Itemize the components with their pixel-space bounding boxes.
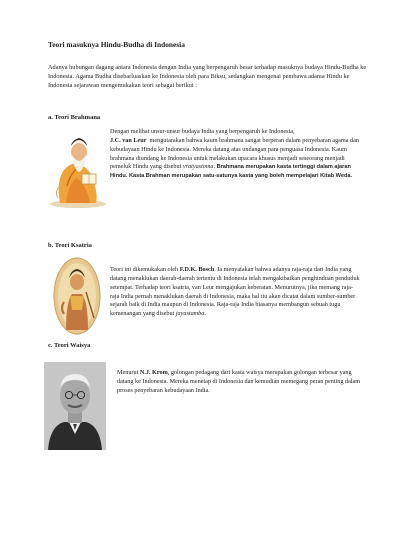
section-heading-waisya: c. Teori Waisya <box>48 342 91 349</box>
section-heading-ksatria: b. Teori Ksatria <box>48 242 92 249</box>
brahmana-note: Brahmana merupakan kasta tertinggi dalam ajaran Hindu. Kasta Brahman merupakan satu-satunya kasta yang boleh mempelajari Kitab Weda. <box>110 164 353 180</box>
person-name: J.C. van Leur <box>110 136 147 144</box>
page-title: Teori masuknya Hindu-Budha di Indonesia <box>48 40 185 49</box>
section-heading-brahmana: a. Teori Brahmana <box>48 114 101 121</box>
person-name: N.J. Krom <box>139 369 168 376</box>
ksatria-illustration <box>52 256 102 336</box>
intro-paragraph: Adanya hubungan dagang antara Indonesia dengan India yang berpengaruh besar terhadap masuknya budaya Hindu-Budha ke Indonesia. Agama Budha disebarluaskan ke Indonesia oleh para Biksu, sedangkan mengenai pembawa adama Hindu ke Indonesia sejarawan mengemukakan teori sebagai berikut : <box>48 64 367 89</box>
section-text-waisya: Menurut N.J. Krom, golongan pedagang dari kasta waisya merupakan golongan terbesar yang datang ke Indonesia. Mereka menetap di Indonesia dan kemudian memegang peran penting dalam proses penyebaran kebudayaan India. <box>117 369 361 394</box>
section-text-brahmana: Dengan melihat unsur-unsur budaya India yang berpengaruh ke Indonesia, J.C. van Leur mengutarakan bahwa kaum brahmana sangat berperan dalam penyebaran agama dan kebudayaan Hindu ke Indonesia. Mereka datang atas undangan para penguasa Indonesia. Kaum brahmana diundang ke Indonesia untuk melakukan upacara khusus menjadi seseorang menjadi pemeluk Hindu yang disebut vratyastoma. Brahmana merupakan kasta tertinggi dalam ajaran Hindu. Kasta Brahman merupakan satu-satunya kasta yang boleh mempelajari Kitab Weda. <box>110 128 359 180</box>
krom-portrait <box>44 362 106 450</box>
brahmana-illustration <box>46 126 106 208</box>
section-text-ksatria: Teori ini dikemukakan oleh F.D.K. Bosch. Ia menyatakan bahwa adanya raja-raja dari India yang datang menaklukan daerah-daerah tertentu di Indonesia telah mengakibatkan penghinduan penduduk setempat. Terhadap teori ksatria, van Leur mengajukan keberatan. Menurutnya, jika memang raja-raja India pernah menaklukan daerah di Indonesia, maka hal itu akan dicatat dalam sumber-sumber sejarah baik di India maupun di Indonesia. Raja-raja India biasanya membangun sebuah tugu kemenangan yang disebut jayastamba. <box>110 266 360 318</box>
person-name: F.D.K. Bosch <box>179 266 215 273</box>
